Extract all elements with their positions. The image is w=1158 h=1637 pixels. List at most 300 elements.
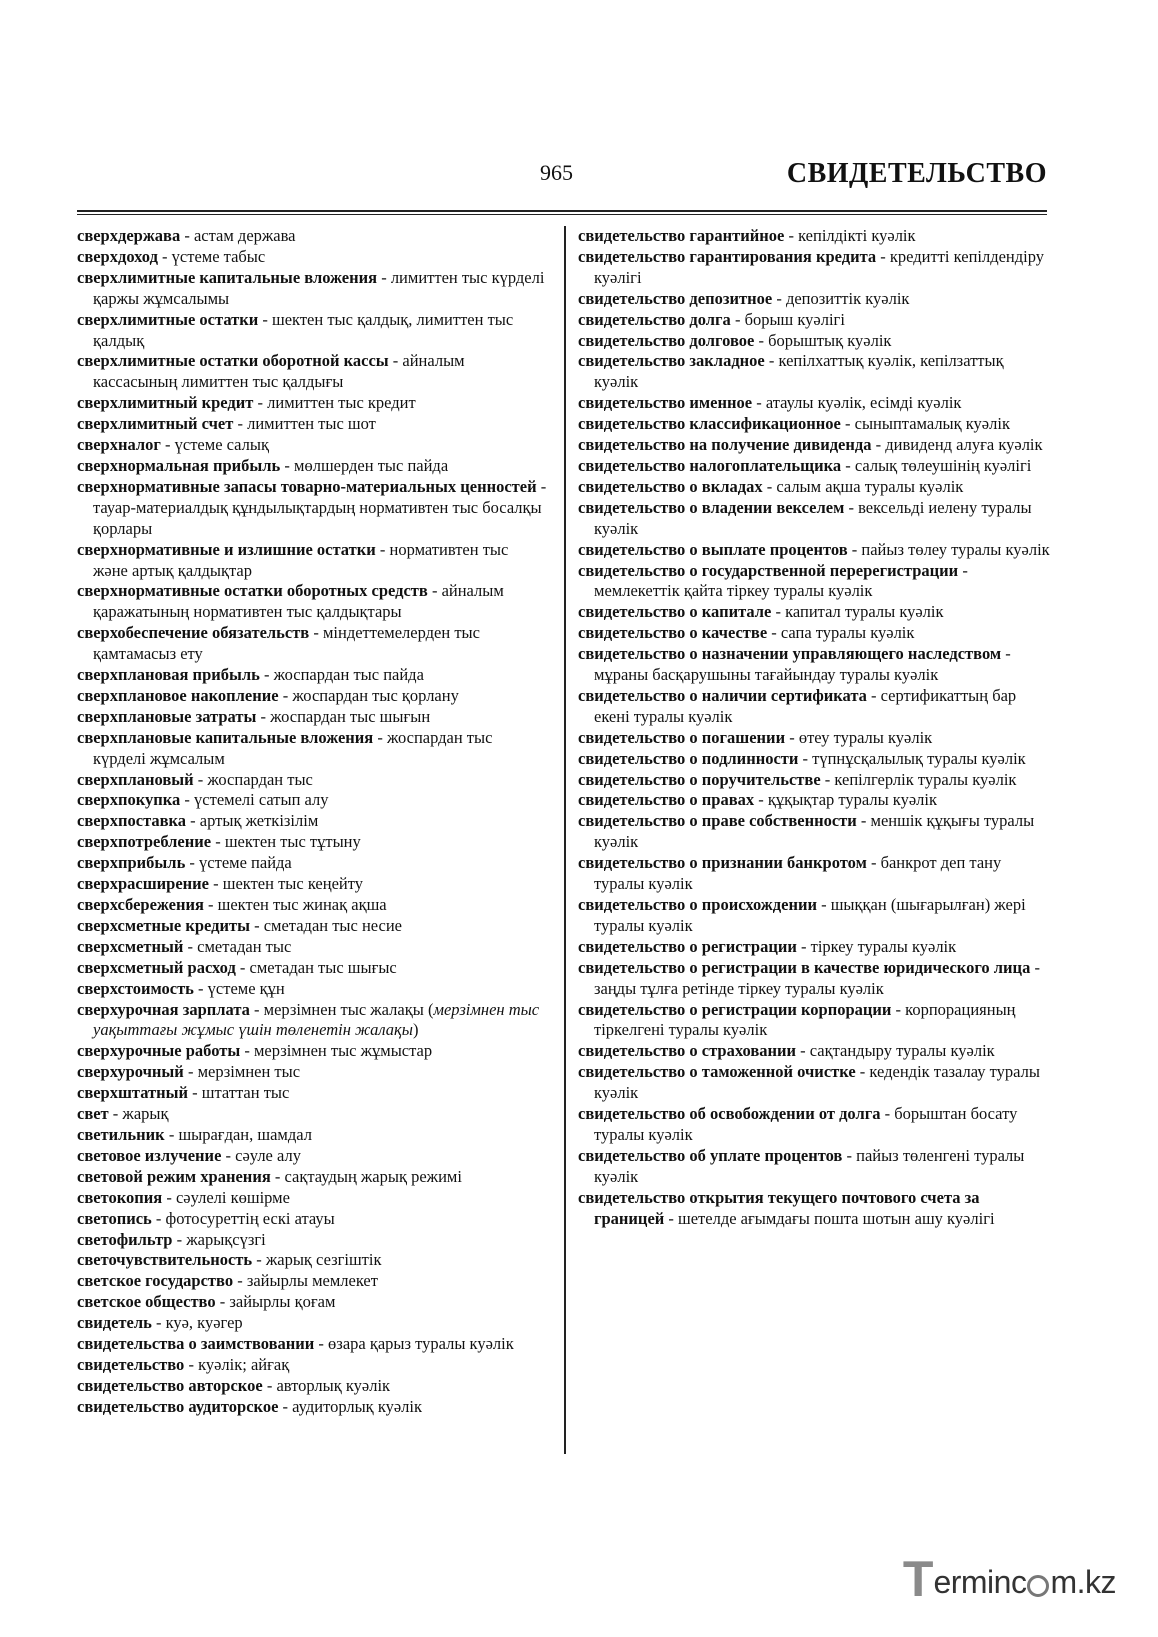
entry-term: световой режим хранения	[77, 1166, 271, 1186]
entry-term: сверхстоимость	[77, 978, 194, 998]
entry-separator: -	[233, 414, 248, 434]
entry-separator: -	[785, 727, 799, 747]
entry-definition: астам держава	[193, 226, 296, 245]
entry-separator: -	[108, 1104, 123, 1124]
entry-term: сверхнормальная прибыль	[77, 455, 281, 475]
entry-separator: -	[664, 1208, 679, 1228]
entry-definition: сәуле алу	[235, 1145, 301, 1165]
dictionary-entry	[578, 435, 1050, 456]
entry-separator: -	[172, 1229, 187, 1249]
entry-definition: айналым қаражатының нормативтен тыс қалдықтары	[93, 581, 504, 622]
dictionary-entry	[77, 1083, 547, 1104]
entry-definition: кедендік тазалау туралы куәлік	[594, 1062, 1040, 1103]
dictionary-entry	[578, 811, 1050, 853]
entry-separator: -	[233, 1271, 247, 1291]
entry-term: свидетельство депозитное	[578, 288, 773, 308]
entry-separator: -	[184, 1354, 199, 1374]
dictionary-entry	[578, 1062, 1050, 1104]
entry-term: свидетельство о признании банкротом	[578, 853, 867, 873]
entry-definition: фотосуреттің ескі атауы	[165, 1208, 335, 1228]
entry-term: свидетельство закладное	[578, 351, 765, 371]
entry-separator: -	[754, 330, 769, 350]
entry-definition: түпнұсқалылық туралы куәлік	[812, 748, 1026, 768]
entry-separator: -	[855, 1062, 870, 1082]
dictionary-entry	[578, 351, 1050, 393]
entry-term: свидетельство о выплате процентов	[578, 539, 848, 559]
entry-separator: -	[183, 936, 198, 956]
dictionary-entry	[578, 937, 1050, 958]
dictionary-entry	[578, 853, 1050, 895]
dictionary-entry	[77, 1292, 547, 1313]
entry-separator: -	[844, 497, 859, 517]
dictionary-entry	[77, 1167, 547, 1188]
entry-separator: -	[764, 351, 779, 371]
entry-note: мерзімнен тыс уақыттағы жұмыс үшін төленетін жалақы	[93, 999, 540, 1040]
entry-separator: -	[203, 895, 218, 914]
entry-definition: банкрот деп тану туралы куәлік	[594, 853, 1002, 894]
dictionary-entry	[578, 686, 1050, 728]
entry-term: сверхлимитные остатки	[77, 309, 259, 329]
entry-term: сверхсметные кредиты	[77, 915, 250, 935]
dictionary-entry	[77, 351, 547, 393]
dictionary-entry	[578, 1041, 1050, 1062]
entry-term: свидетельство долга	[578, 309, 731, 329]
entry-definition: вексельді иелену туралы куәлік	[594, 497, 1032, 538]
entry-separator: -	[157, 246, 172, 266]
entry-separator: -	[762, 476, 777, 496]
entry-separator: -	[752, 393, 766, 413]
left-column	[77, 226, 547, 1418]
entry-definition: борыштан босату туралы куәлік	[594, 1104, 1018, 1144]
entry-term: свидетельство о регистрации в качестве юридического лица	[578, 957, 1031, 977]
entry-separator: -	[866, 853, 881, 873]
dictionary-entry	[77, 456, 547, 477]
dictionary-entry	[578, 1104, 1050, 1146]
entry-definition: сметадан тыс шығыс	[249, 957, 397, 977]
entry-term: сверхналог	[77, 435, 161, 455]
entry-definition: дивиденд алуға куәлік	[885, 435, 1043, 455]
entry-term: светильник	[77, 1124, 165, 1144]
entry-term: свидетельство о назначении управляющего наследством	[578, 644, 1002, 664]
entry-separator: -	[162, 1187, 176, 1207]
entry-definition: салық төлеушінің куәлігі	[854, 455, 1032, 475]
entry-separator: -	[820, 769, 835, 789]
entry-definition: жарықсүзгі	[186, 1229, 266, 1249]
entry-definition: заңды тұлға ретінде тіркеу туралы куәлік	[594, 978, 884, 998]
entry-definition: мерзімнен тыс жұмыстар	[253, 1041, 433, 1061]
entry-separator: -	[215, 1292, 230, 1312]
entry-term: свидетельство о поручительстве	[578, 769, 821, 789]
dictionary-entry	[578, 1146, 1050, 1188]
dictionary-entry	[77, 874, 547, 895]
entry-separator: -	[240, 1041, 254, 1061]
column-divider	[564, 226, 566, 1454]
entry-separator: -	[856, 811, 871, 831]
dictionary-entry	[77, 1041, 547, 1062]
dictionary-entry	[578, 331, 1050, 352]
entry-separator: -	[876, 246, 890, 266]
dictionary-entry	[77, 477, 547, 540]
dictionary-entry	[578, 289, 1050, 310]
dictionary-entry	[77, 790, 547, 811]
entry-term: свидетельство гарантийное	[578, 226, 785, 245]
entry-separator: -	[871, 435, 886, 455]
entry-separator: -	[375, 539, 390, 559]
entry-term: сверхлимитный счет	[77, 414, 234, 434]
entry-term: свидетельство о подлинности	[578, 748, 799, 768]
entry-definition: өтеу туралы куәлік	[798, 727, 933, 747]
entry-separator: -	[1001, 644, 1011, 664]
entry-definition: штаттан тыс	[201, 1083, 290, 1103]
entry-term: свидетельство о владении векселем	[578, 497, 845, 517]
entry-definition: депозиттік куәлік	[785, 288, 910, 308]
entry-term: светское государство	[77, 1271, 234, 1291]
dictionary-entry	[578, 1000, 1050, 1042]
entry-definition: жоспардан тыс пайда	[273, 665, 424, 685]
entry-definition: шырағдан, шамдал	[178, 1124, 312, 1144]
dictionary-entry	[578, 895, 1050, 937]
entry-definition: пайыз төленгені туралы куәлік	[594, 1145, 1025, 1186]
entry-separator: -	[754, 790, 768, 810]
entry-term: свидетельство налогоплательщика	[578, 455, 842, 475]
entry-term: сверхлимитный кредит	[77, 393, 254, 413]
entry-term: сверхсметный	[77, 936, 184, 956]
dictionary-entry	[77, 623, 547, 665]
entry-definition: аудиторлық куәлік	[292, 1396, 423, 1416]
entry-term: светопись	[77, 1208, 152, 1228]
entry-separator: -	[309, 623, 323, 643]
entry-term: свидетельство о правах	[578, 790, 755, 810]
dictionary-entry	[578, 958, 1050, 1000]
entry-separator: -	[151, 1208, 166, 1228]
entry-term: сверхплановые затраты	[77, 706, 257, 726]
entry-separator: -	[866, 685, 881, 705]
entry-definition: куәлік; айғақ	[198, 1354, 290, 1374]
dictionary-entry	[77, 581, 547, 623]
entry-term: сверхсметный расход	[77, 957, 236, 977]
entry-definition: сақтандыру туралы куәлік	[809, 1041, 995, 1061]
dictionary-entry	[578, 1188, 1050, 1230]
entry-separator: -	[193, 769, 208, 789]
entry-term: свидетельство аудиторское	[77, 1396, 279, 1416]
entry-separator: -	[249, 999, 264, 1019]
entry-term: сверхурочные работы	[77, 1041, 241, 1061]
entry-definition: жоспардан тыс шығын	[270, 706, 431, 726]
entry-term: светофильтр	[77, 1229, 173, 1249]
dictionary-entry	[77, 665, 547, 686]
entry-separator: -	[183, 1062, 198, 1082]
entry-definition: үстеме пайда	[199, 853, 292, 873]
header-rule-thin	[77, 214, 1047, 215]
entry-definition: борыштық куәлік	[768, 330, 892, 350]
entry-term: свидетельство авторское	[77, 1375, 263, 1395]
entry-separator: -	[796, 936, 811, 956]
entry-separator: -	[186, 811, 200, 831]
entry-term: свидетельство о страховании	[578, 1041, 796, 1061]
entry-separator: -	[278, 685, 293, 705]
entry-term: сверхлимитные остатки оборотной кассы	[77, 351, 389, 371]
dictionary-entry	[77, 1125, 547, 1146]
dictionary-entry	[77, 540, 547, 582]
entry-definition: сметадан тыс несие	[263, 915, 403, 935]
entry-term: свидетельство об освобождении от долга	[578, 1104, 881, 1124]
entry-separator: -	[840, 414, 855, 434]
entry-term: сверхлимитные капитальные вложения	[77, 267, 378, 287]
entry-definition: шектен тыс жинақ ақша	[217, 895, 387, 914]
entry-separator: -	[280, 455, 295, 475]
entry-term: светочувствительность	[77, 1250, 253, 1270]
entry-separator: -	[209, 874, 223, 894]
entry-definition: шыққан (шығарылған) жері туралы куәлік	[594, 895, 1026, 935]
dictionary-entry	[77, 1376, 547, 1397]
entry-definition: тауар-материалдық құндылықтардың нормативтен тыс босалқы қорлары	[93, 497, 542, 538]
entry-definition: кредитті кепілдендіру куәлігі	[594, 246, 1045, 287]
entry-definition: капитал туралы куәлік	[785, 602, 944, 622]
page-title: СВИДЕТЕЛЬСТВО	[786, 158, 1047, 189]
entry-separator: -	[373, 727, 387, 747]
entry-definition: салым ақша туралы куәлік	[776, 476, 964, 496]
dictionary-entry	[578, 414, 1050, 435]
dictionary-entry	[77, 1250, 547, 1271]
entry-definition: шектен тыс тұтыну	[224, 832, 361, 852]
entry-term: сверхнормативные и излишние остатки	[77, 539, 376, 559]
entry-separator: -	[185, 853, 200, 873]
dictionary-entry	[77, 1230, 547, 1251]
entry-definition: үстемелі сатып алу	[194, 790, 329, 810]
dictionary-entry	[77, 1188, 547, 1209]
dictionary-entry	[77, 916, 547, 937]
entry-term: сверхплановый	[77, 769, 194, 789]
entry-definition: айналым кассасының лимиттен тыс қалдығы	[93, 351, 465, 392]
entry-separator: -	[314, 1334, 329, 1354]
entry-term: сверхурочная зарплата	[77, 999, 250, 1019]
dictionary-entry	[578, 540, 1050, 561]
dictionary-entry	[77, 1146, 547, 1167]
dictionary-entry	[578, 477, 1050, 498]
entry-term: сверхсбережения	[77, 895, 204, 914]
entry-term: свидетельство о регистрации	[578, 936, 797, 956]
entry-definition: артық жеткізілім	[199, 811, 319, 831]
entry-term: свидетель	[77, 1313, 152, 1333]
dictionary-entry	[578, 498, 1050, 540]
entry-separator: -	[249, 915, 264, 935]
dictionary-entry	[578, 728, 1050, 749]
entry-term: сверхприбыль	[77, 853, 186, 873]
entry-definition: лимиттен тыс шот	[247, 414, 376, 434]
entry-term: свидетельства о заимствовании	[77, 1334, 315, 1354]
entry-separator: -	[958, 560, 968, 580]
dictionary-entry	[77, 247, 547, 268]
dictionary-entry	[77, 393, 547, 414]
dictionary-entry	[578, 644, 1050, 686]
dictionary-entry	[578, 790, 1050, 811]
entry-separator: -	[262, 1375, 277, 1395]
dictionary-entry	[77, 268, 547, 310]
entry-term: светское общество	[77, 1292, 216, 1312]
entry-term: сверхдержава	[77, 226, 181, 245]
entry-definition: куә, куәгер	[165, 1313, 243, 1333]
entry-definition: лимиттен тыс күрделі қаржы жұмсалымы	[93, 267, 545, 308]
entry-separator: -	[235, 957, 250, 977]
entry-term: свидетельство о государственной перерегистрации	[578, 560, 959, 580]
entry-term: сверхобеспечение обязательств	[77, 623, 310, 643]
entry-term: сверхштатный	[77, 1083, 189, 1103]
entry-definition: жарық	[122, 1104, 169, 1124]
dictionary-entry	[77, 1062, 547, 1083]
entry-definition: шетелде ағымдағы пошта шотын ашу куәлігі	[678, 1208, 995, 1228]
entry-definition: мерзімнен тыс жалақы	[263, 999, 424, 1019]
entry-definition: сапа туралы куәлік	[780, 623, 915, 643]
dictionary-entry	[77, 770, 547, 791]
dictionary-entry	[77, 1209, 547, 1230]
entry-definition: үстеме табыс	[171, 246, 266, 266]
entry-term: сверхнормативные остатки оборотных средств	[77, 581, 428, 601]
entry-definition: мұраны басқарушыны тағайындау туралы куәлік	[594, 665, 939, 685]
entry-definition: мемлекеттік қайта тіркеу туралы куәлік	[594, 581, 873, 601]
entry-definition: сақтаудың жарық режимі	[284, 1166, 462, 1186]
dictionary-entry	[578, 310, 1050, 331]
dictionary-entry	[578, 247, 1050, 289]
entry-term: свидетельство долговое	[578, 330, 755, 350]
entry-separator: -	[180, 790, 195, 810]
dictionary-entry: сверхурочная зарплата - мерзімнен тыс жалақы (мерзімнен тыс уақыттағы жұмыс үшін төленетін жалақы)	[77, 999, 540, 1040]
entry-term: сверхпотребление	[77, 832, 212, 852]
entry-term: свидетельство о погашении	[578, 727, 786, 747]
entry-definition: мөлшерден тыс пайда	[294, 455, 449, 475]
entry-term: свидетельство именное	[578, 393, 753, 413]
entry-definition: кепілхаттық куәлік, кепілзаттық куәлік	[594, 351, 1004, 392]
dictionary-entry	[77, 1271, 547, 1292]
entry-term: свидетельство о наличии сертификата	[578, 685, 867, 705]
entry-definition: сертификаттың бар екені туралы куәлік	[594, 685, 1017, 726]
entry-term: свидетельство о регистрации корпорации	[578, 999, 892, 1019]
entry-definition: сәулелі көшірме	[175, 1187, 290, 1207]
entry-term: сверхплановые капитальные вложения	[77, 727, 374, 747]
entry-term: сверхплановое накопление	[77, 685, 279, 705]
entry-definition: шектен тыс кеңейту	[222, 874, 363, 894]
entry-definition: тіркеу туралы куәлік	[810, 936, 957, 956]
entry-term: сверхнормативные запасы товарно-материальных ценностей	[77, 476, 537, 496]
entry-separator: -	[258, 309, 273, 329]
entry-separator: -	[388, 351, 403, 371]
entry-definition: үстеме салық	[174, 435, 269, 455]
dictionary-entry	[77, 686, 547, 707]
entry-separator: -	[377, 267, 391, 287]
entry-separator: -	[1030, 957, 1040, 977]
entry-term: свидетельство классификационное	[578, 414, 841, 434]
entry-separator: -	[880, 1104, 895, 1124]
entry-definition: жоспардан тыс қорлану	[292, 685, 459, 705]
dictionary-entry	[578, 623, 1050, 644]
entry-definition: өзара қарыз туралы куәлік	[328, 1334, 514, 1354]
entry-definition: борыш куәлігі	[744, 309, 845, 329]
entry-definition: кепілдікті куәлік	[798, 226, 916, 245]
entry-separator: -	[256, 706, 271, 726]
right-column	[578, 226, 1050, 1230]
entry-separator: -	[771, 602, 786, 622]
entry-separator: -	[259, 665, 274, 685]
entry-definition: жоспардан тыс күрделі жұмсалым	[93, 727, 493, 768]
entry-separator: -	[211, 832, 225, 852]
dictionary-entry	[578, 456, 1050, 477]
dictionary-entry	[77, 1355, 547, 1376]
entry-definition: корпорацияның тіркелгені туралы куәлік	[594, 999, 1016, 1040]
entry-separator: -	[841, 455, 855, 475]
dictionary-entry	[77, 435, 547, 456]
entry-term: свидетельство	[77, 1354, 185, 1374]
entry-term: свидетельство гарантирования кредита	[578, 246, 877, 266]
entry-definition: жоспардан тыс	[207, 769, 313, 789]
entry-definition: меншік құқығы туралы куәлік	[594, 811, 1035, 852]
dictionary-entry	[77, 1104, 547, 1125]
entry-separator: -	[772, 288, 786, 308]
dictionary-entry	[77, 811, 547, 832]
entry-separator: -	[767, 623, 781, 643]
watermark-logo: T erminc m.kz	[902, 1551, 1116, 1607]
entry-definition: нормативтен тыс және артық қалдықтар	[93, 539, 509, 580]
dictionary-entry	[77, 707, 547, 728]
dictionary-entry	[77, 958, 547, 979]
dictionary-entry	[77, 1334, 547, 1355]
entry-definition: лимиттен тыс кредит	[267, 393, 416, 413]
dictionary-entry	[77, 1397, 547, 1418]
entry-separator: -	[180, 226, 194, 245]
entry-separator: -	[842, 1145, 857, 1165]
entry-definition: мерзімнен тыс	[197, 1062, 301, 1082]
entry-term: сверхплановая прибыль	[77, 665, 260, 685]
entry-term: светокопия	[77, 1187, 163, 1207]
dictionary-entry	[77, 1313, 547, 1334]
entry-definition: сыныптамалық куәлік	[854, 414, 1010, 434]
entry-separator: -	[798, 748, 813, 768]
entry-term: свидетельство о таможенной очистке	[578, 1062, 856, 1082]
entry-separator: -	[427, 581, 442, 601]
entry-definition: жарық сезгіштік	[265, 1250, 382, 1270]
entry-separator: -	[784, 226, 799, 245]
entry-definition: пайыз төлеу туралы куәлік	[861, 539, 1050, 559]
entry-separator: -	[221, 1145, 236, 1165]
entry-separator: -	[151, 1313, 166, 1333]
entry-term: свидетельство на получение дивиденда	[578, 435, 872, 455]
entry-separator: -	[730, 309, 745, 329]
entry-separator: -	[193, 978, 208, 998]
entry-definition: құқықтар туралы куәлік	[767, 790, 937, 810]
dictionary-entry	[578, 602, 1050, 623]
entry-separator: -	[270, 1166, 285, 1186]
entry-term: свет	[77, 1104, 109, 1124]
entry-separator: -	[253, 393, 268, 413]
dictionary-entry	[77, 979, 547, 1000]
entry-separator: -	[252, 1250, 266, 1270]
entry-separator: -	[796, 1041, 810, 1061]
entry-term: световое излучение	[77, 1145, 222, 1165]
dictionary-entry	[77, 895, 547, 916]
dictionary-entry	[77, 937, 547, 958]
entry-separator: -	[164, 1124, 179, 1144]
entry-separator: -	[891, 999, 906, 1019]
entry-term: сверхдоход	[77, 246, 158, 266]
entry-term: сверхпоставка	[77, 811, 187, 831]
entry-separator: -	[278, 1396, 293, 1416]
entry-definition: зайырлы қоғам	[229, 1292, 336, 1312]
dictionary-entry	[77, 414, 547, 435]
entry-separator: -	[160, 435, 175, 455]
entry-definition: міндеттемелерден тыс қамтамасыз ету	[93, 623, 480, 664]
dictionary-entry	[578, 226, 1050, 247]
entry-term: свидетельство о праве собственности	[578, 811, 857, 831]
dictionary-entry	[578, 393, 1050, 414]
entry-term: свидетельство о вкладах	[578, 476, 763, 496]
